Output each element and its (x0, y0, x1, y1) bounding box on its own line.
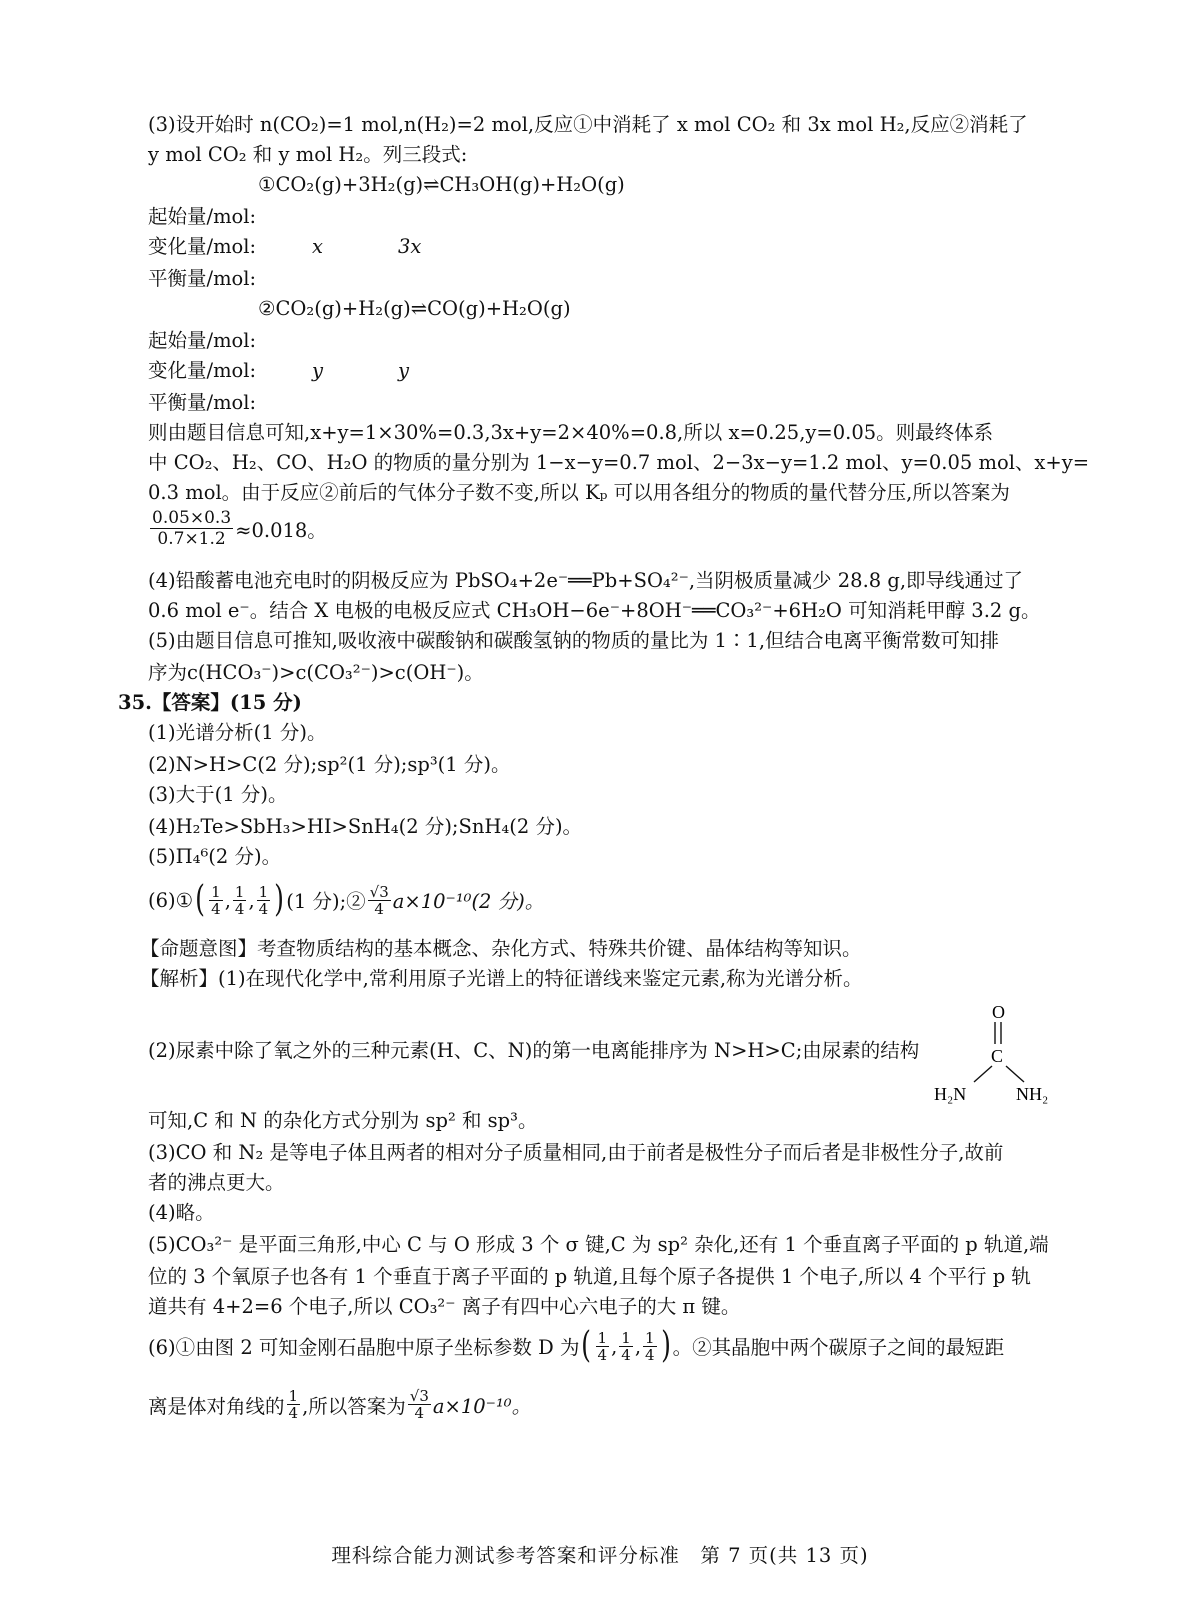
sec4-line-1: (4)铅酸蓄电池充电时的阴极反应为 PbSO₄+2e⁻══Pb+SO₄²⁻,当阴极质量减少 28.8 g,即导线通过了 (148, 569, 1024, 592)
answer-2: (2)N>H>C(2 分);sp²(1 分);sp³(1 分)。 (148, 753, 511, 776)
urea-nh2-right: NH₂ (1016, 1084, 1049, 1104)
kp-fraction-result (148, 508, 327, 549)
answer-5: (5)Π₄⁶(2 分)。 (148, 845, 282, 868)
answer-6-mid: (1 分);② (286, 890, 366, 913)
sec3-line-3: 则由题目信息可知,x+y=1×30%=0.3,3x+y=2×40%=0.8,所以 x=0.25,y=0.05。则最终体系 (148, 421, 994, 444)
answer-3: (3)大于(1 分)。 (148, 783, 288, 806)
answer-6-tail: a×10⁻¹⁰(2 分)。 (392, 890, 545, 913)
analysis-6b: 离是体对角线的 $\frac{1}{4}$ ,所以答案为 $\frac{√3}{4}$ a×10⁻¹⁰。 (148, 1387, 532, 1422)
kp-result: ≈0.018。 (235, 518, 327, 542)
urea-structure-diagram (930, 1000, 1070, 1110)
quarter-fraction: $\frac{1}{4}$ (288, 1387, 299, 1422)
r1-change-3x: 3x (398, 235, 422, 258)
analysis-4: (4)略。 (148, 1201, 215, 1224)
analysis-5c: 道共有 4+2=6 个电子,所以 CO₃²⁻ 离子有四中心六电子的大 π 键。 (148, 1295, 741, 1318)
r1-change-x: x (312, 235, 323, 258)
reaction-2: ②CO₂(g)+H₂(g)⇌CO(g)+H₂O(g) (258, 297, 571, 320)
quarter-fraction: $\frac{1}{4}$ (258, 882, 269, 918)
analysis-3a: (3)CO 和 N₂ 是等电子体且两者的相对分子质量相同,由于前者是极性分子而后者是非极性分子,故前 (148, 1141, 1004, 1164)
r2-change-label: 变化量/mol: (148, 359, 257, 382)
sqrt3-over-4: $\frac{√3}{4}$ (409, 1387, 429, 1422)
r2-equil-label: 平衡量/mol: (148, 391, 257, 414)
sec3-line-1: (3)设开始时 n(CO₂)=1 mol,n(H₂)=2 mol,反应①中消耗了 x mol CO₂ 和 3x mol H₂,反应②消耗了 (148, 113, 1028, 136)
r2-change-y2: y (398, 359, 410, 382)
intent-text: 【命题意图】考查物质结构的基本概念、杂化方式、特殊共价键、晶体结构等知识。 (140, 937, 862, 960)
r1-start-label: 起始量/mol: (148, 205, 257, 228)
quarter-fraction: $\frac{1}{4}$ (621, 1328, 631, 1364)
sqrt3-over-4: $\frac{√3}{4}$ (369, 882, 389, 918)
analysis-2: (2)尿素中除了氧之外的三种元素(H、C、N)的第一电离能排序为 N>H>C;由尿素的结构 (148, 1039, 920, 1062)
urea-oxygen: O (992, 1002, 1005, 1022)
sec5-line-2: 序为c(HCO₃⁻)>c(CO₃²⁻)>c(OH⁻)。 (148, 661, 484, 684)
sec3-line-4: 中 CO₂、H₂、CO、H₂O 的物质的量分别为 1−x−y=0.7 mol、2−3x−y=1.2 mol、y=0.05 mol、x+y= (148, 451, 1090, 474)
quarter-fraction: $\frac{1}{4}$ (645, 1328, 655, 1364)
kp-fraction (150, 508, 233, 549)
right-paren: ) (274, 879, 285, 920)
r1-equil-label: 平衡量/mol: (148, 267, 257, 290)
kp-numerator: 0.05×0.3 (152, 508, 232, 528)
answer-6-prefix: (6)① (148, 888, 194, 912)
analysis-1: 【解析】(1)在现代化学中,常利用原子光谱上的特征谱线来鉴定元素,称为光谱分析。 (140, 967, 863, 990)
kp-denominator: 0.7×1.2 (157, 529, 226, 549)
left-paren: ( (195, 879, 206, 920)
answer-6: (6)① ( $\frac{1}{4}$ , $\frac{1}{4}$ , $\frac{1}{4}$ ) (1 分);② $\frac{√3}{4}$ a×10⁻¹⁰(2 分)。 (148, 879, 545, 920)
left-paren: ( (581, 1325, 592, 1366)
answer-1: (1)光谱分析(1 分)。 (148, 721, 327, 744)
analysis-5a: (5)CO₃²⁻ 是平面三角形,中心 C 与 O 形成 3 个 σ 键,C 为 sp² 杂化,还有 1 个垂直离子平面的 p 轨道,端 (148, 1233, 1049, 1256)
quarter-fraction: $\frac{1}{4}$ (597, 1328, 608, 1364)
analysis-2b: 可知,C 和 N 的杂化方式分别为 sp² 和 sp³。 (148, 1109, 538, 1132)
q35-heading: 35.【答案】(15 分) (118, 691, 302, 714)
sec5-line-1: (5)由题目信息可推知,吸收液中碳酸钠和碳酸氢钠的物质的量比为 1∶1,但结合电离平衡常数可知排 (148, 629, 1000, 652)
reaction-1: ①CO₂(g)+3H₂(g)⇌CH₃OH(g)+H₂O(g) (258, 173, 625, 196)
quarter-fraction: $\frac{1}{4}$ (234, 882, 245, 918)
sec3-line-2: y mol CO₂ 和 y mol H₂。列三段式: (148, 143, 468, 166)
right-paren: ) (660, 1325, 671, 1366)
analysis-3b: 者的沸点更大。 (148, 1171, 285, 1194)
r2-change-y1: y (312, 359, 324, 382)
sec3-line-5: 0.3 mol。由于反应②前后的气体分子数不变,所以 Kₚ 可以用各组分的物质的量代替分压,所以答案为 (148, 481, 1010, 504)
sec4-line-2: 0.6 mol e⁻。结合 X 电极的电极反应式 CH₃OH−6e⁻+8OH⁻══CO₃²⁻+6H₂O 可知消耗甲醇 3.2 g。 (148, 599, 1041, 622)
analysis-6a: (6)①由图 2 可知金刚石晶胞中原子坐标参数 D 为 ( $\frac{1}{4}$ , $\frac{1}{4}$ , $\frac{1}{4}$ ) 。②其晶胞中两个碳原子之间的最短距 (148, 1325, 1005, 1366)
answer-4: (4)H₂Te>SbH₃>HI>SnH₄(2 分);SnH₄(2 分)。 (148, 815, 583, 838)
quarter-fraction: $\frac{1}{4}$ (211, 882, 221, 918)
urea-carbon: C (991, 1046, 1004, 1066)
page-footer: 理科综合能力测试参考答案和评分标准 第 7 页(共 13 页) (331, 1544, 869, 1567)
analysis-5b: 位的 3 个氧原子也各有 1 个垂直于离子平面的 p 轨道,且每个原子各提供 1 个电子,所以 4 个平行 p 轨 (148, 1265, 1031, 1288)
urea-nh2-left: H₂N (934, 1084, 967, 1104)
r2-start-label: 起始量/mol: (148, 329, 257, 352)
r1-change-label: 变化量/mol: (148, 235, 257, 258)
